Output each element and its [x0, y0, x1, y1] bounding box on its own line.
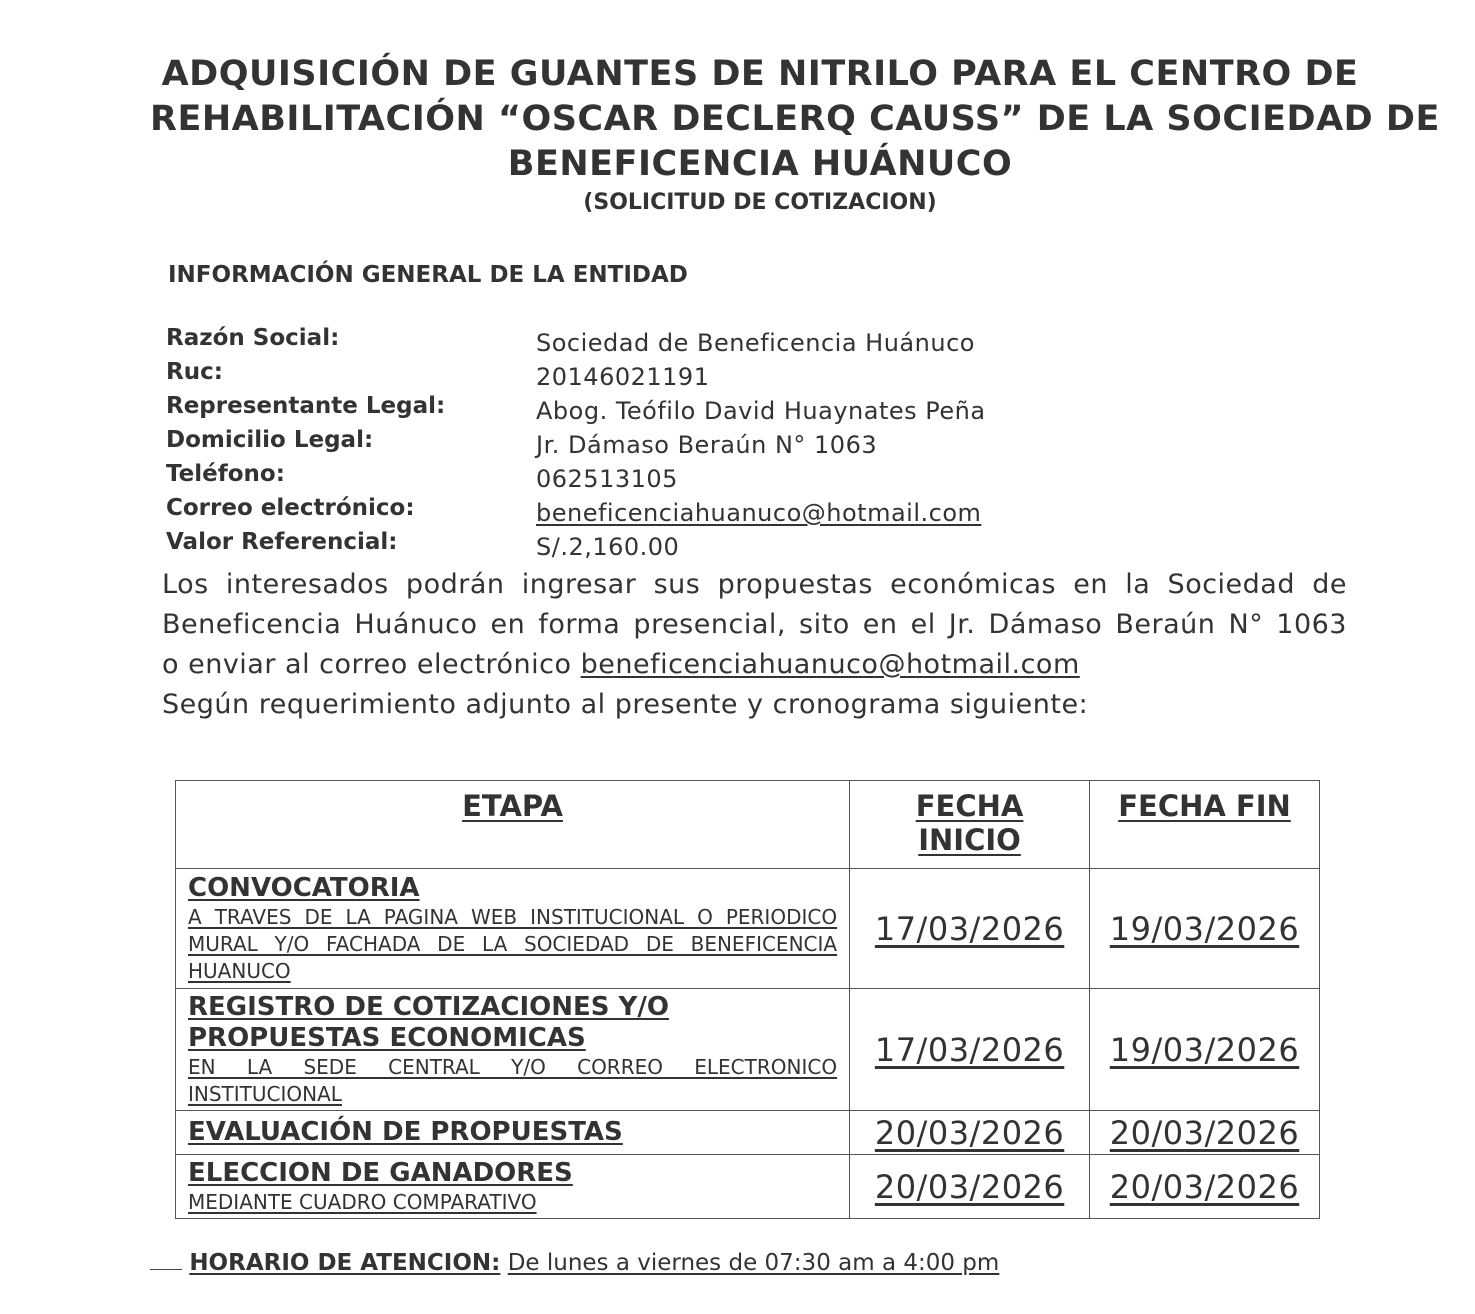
instructions-paragraph — [162, 565, 1347, 725]
info-row-correo — [166, 495, 1066, 529]
info-label: Domicilio Legal: — [166, 427, 374, 453]
stage-cell — [176, 869, 850, 989]
paragraph-line — [162, 645, 1347, 685]
paragraph-line: Beneficencia Huánuco en forma presencial, sito en el Jr. Dámaso Beraún N° 1063 — [162, 609, 1347, 640]
stage-title: CONVOCATORIA — [188, 872, 420, 903]
table-header-row — [176, 781, 1320, 869]
paragraph-text: o enviar al correo electrónico — [162, 649, 572, 680]
end-date: 19/03/2026 — [1090, 869, 1320, 989]
end-date: 20/03/2026 — [1090, 1155, 1320, 1219]
stage-cell — [176, 1155, 850, 1219]
table-row — [176, 989, 1320, 1111]
document-subtitle: (SOLICITUD DE COTIZACION) — [583, 190, 937, 215]
stage-title: REGISTRO DE COTIZACIONES Y/O PROPUESTAS ECONOMICAS — [188, 991, 669, 1053]
entity-info — [166, 325, 1066, 563]
stage-description: EN LA SEDE CENTRAL Y/O CORREO ELECTRONICO INSTITUCIONAL — [188, 1054, 838, 1106]
table-row — [176, 869, 1320, 989]
end-date: 19/03/2026 — [1090, 989, 1320, 1111]
header-fecha-inicio — [850, 781, 1090, 869]
header-etapa: ETAPA — [176, 781, 850, 869]
table-row — [176, 1155, 1320, 1219]
info-value: S/.2,160.00 — [536, 533, 680, 561]
info-row-telefono — [166, 461, 1066, 495]
paragraph-line: Los interesados podrán ingresar sus propuestas económicas en la Sociedad de — [162, 569, 1347, 600]
header-text: INICIO — [918, 823, 1021, 857]
opening-hours-label: HORARIO DE ATENCION: — [189, 1250, 501, 1276]
schedule-table — [175, 780, 1320, 1219]
email-link[interactable]: beneficenciahuanuco@hotmail.com — [536, 499, 982, 527]
info-value: Sociedad de Beneficencia Huánuco — [536, 329, 975, 357]
info-label: Razón Social: — [166, 325, 340, 351]
info-row-valor — [166, 529, 1066, 563]
info-value: 20146021191 — [536, 363, 710, 391]
start-date: 17/03/2026 — [850, 869, 1090, 989]
end-date: 20/03/2026 — [1090, 1111, 1320, 1155]
info-row-representante — [166, 393, 1066, 427]
info-label: Valor Referencial: — [166, 529, 398, 555]
info-label: Ruc: — [166, 359, 223, 385]
header-text: FECHA — [915, 789, 1024, 823]
title-line-3: BENEFICENCIA HUÁNUCO — [507, 144, 1013, 184]
paragraph-line: Según requerimiento adjunto al presente y cronograma siguiente: — [162, 689, 1089, 720]
stage-title: ELECCION DE GANADORES — [188, 1157, 573, 1188]
stage-title: EVALUACIÓN DE PROPUESTAS — [188, 1117, 623, 1147]
header-fecha-fin: FECHA FIN — [1090, 781, 1320, 869]
title-line-1: ADQUISICIÓN DE GUANTES DE NITRILO PARA EL CENTRO DE — [161, 54, 1359, 94]
info-value: Jr. Dámaso Beraún N° 1063 — [536, 431, 878, 459]
stage-description: MEDIANTE CUADRO COMPARATIVO — [188, 1189, 537, 1214]
stage-cell — [176, 989, 850, 1111]
info-row-ruc — [166, 359, 1066, 393]
info-row-razon-social — [166, 325, 1066, 359]
divider — [150, 1269, 182, 1270]
info-value: Abog. Teófilo David Huaynates Peña — [536, 397, 986, 425]
title-line-2: REHABILITACIÓN “OSCAR DECLERQ CAUSS” DE LA SOCIEDAD DE — [150, 99, 1440, 139]
opening-hours — [150, 1250, 999, 1276]
info-label: Representante Legal: — [166, 393, 446, 419]
info-row-domicilio — [166, 427, 1066, 461]
stage-description: A TRAVES DE LA PAGINA WEB INSTITUCIONAL O PERIODICO MURAL Y/O FACHADA DE LA SOCIEDAD DE BENEFICENCIA HUANUCO — [188, 904, 838, 983]
start-date: 17/03/2026 — [850, 989, 1090, 1111]
email-link[interactable]: beneficenciahuanuco@hotmail.com — [580, 649, 1080, 680]
info-value: 062513105 — [536, 465, 678, 493]
info-label: Teléfono: — [166, 461, 285, 487]
start-date: 20/03/2026 — [850, 1111, 1090, 1155]
start-date: 20/03/2026 — [850, 1155, 1090, 1219]
document-title — [150, 52, 1440, 187]
table-row — [176, 1111, 1320, 1155]
section-heading: INFORMACIÓN GENERAL DE LA ENTIDAD — [168, 262, 688, 288]
info-label: Correo electrónico: — [166, 495, 415, 521]
opening-hours-value: De lunes a viernes de 07:30 am a 4:00 pm — [507, 1250, 1000, 1276]
stage-cell — [176, 1111, 850, 1155]
